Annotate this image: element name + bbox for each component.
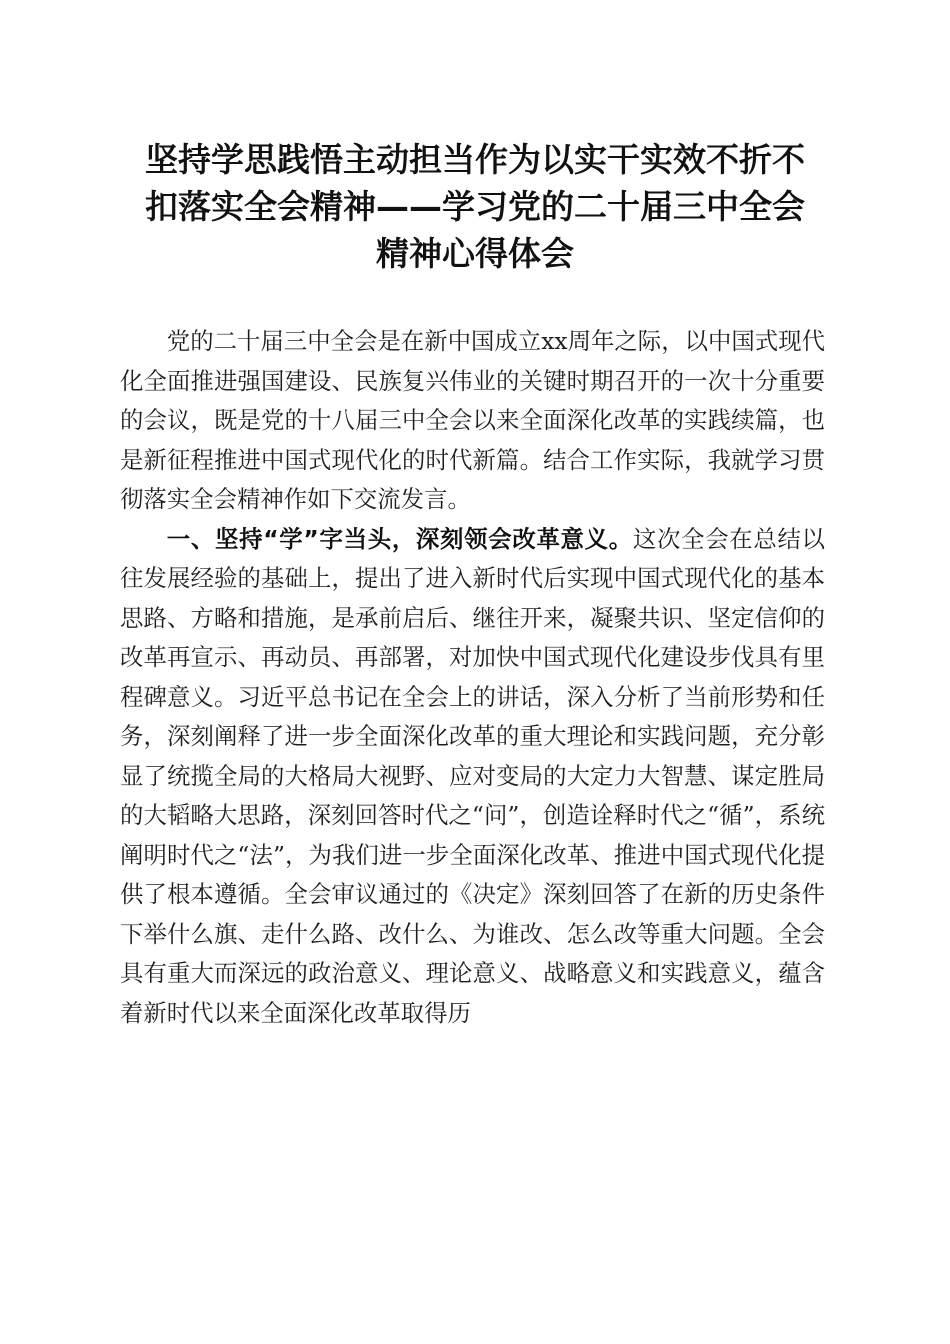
paragraph-text: 党的二十届三中全会是在新中国成立xx周年之际，以中国式现代化全面推进强国建设、民族复兴伟业的关键时期召开的一次十分重要的会议，既是党的十八届三中全会以来全面深化改革的实践续篇，也是新征程推进中国式现代化的时代新篇。结合工作实际，我就学习贯彻落实全会精神作如下交流发言。	[120, 327, 825, 513]
intro-paragraph	[120, 322, 825, 520]
document-body	[120, 322, 825, 1033]
section-heading: 一、坚持“学”字当头，深刻领会改革意义。	[166, 524, 633, 553]
title-line: 坚持学思践悟主动担当作为以实干实效不折不	[145, 140, 805, 179]
title-line: 扣落实全会精神——学习党的二十届三中全会	[145, 187, 805, 226]
section-paragraph	[120, 520, 825, 1034]
paragraph-text: 这次全会在总结以往发展经验的基础上，提出了进入新时代后实现中国式现代化的基本思路、方略和措施，是承前启后、继往开来，凝聚共识、坚定信仰的改革再宣示、再动员、再部署，对加快中国式现代化建设步伐具有里程碑意义。习近平总书记在全会上的讲话，深入分析了当前形势和任务，深刻阐释了进一步全面深化改革的重大理论和实践问题，充分彰显了统揽全局的大格局大视野、应对变局的大定力大智慧、谋定胜局的大韬略大思路，深刻回答时代之“问”，创造诠释时代之“循”，系统阐明时代之“法”，为我们进一步全面深化改革、推进中国式现代化提供了根本遵循。全会审议通过的《决定》深刻回答了在新的历史条件下举什么旗、走什么路、改什么、为谁改、怎么改等重大问题。全会具有重大而深远的政治意义、理论意义、战略意义和实践意义，蕴含着新时代以来全面深化改革取得历	[120, 524, 826, 1027]
title-line: 精神心得体会	[376, 234, 574, 273]
document-title	[110, 136, 840, 277]
